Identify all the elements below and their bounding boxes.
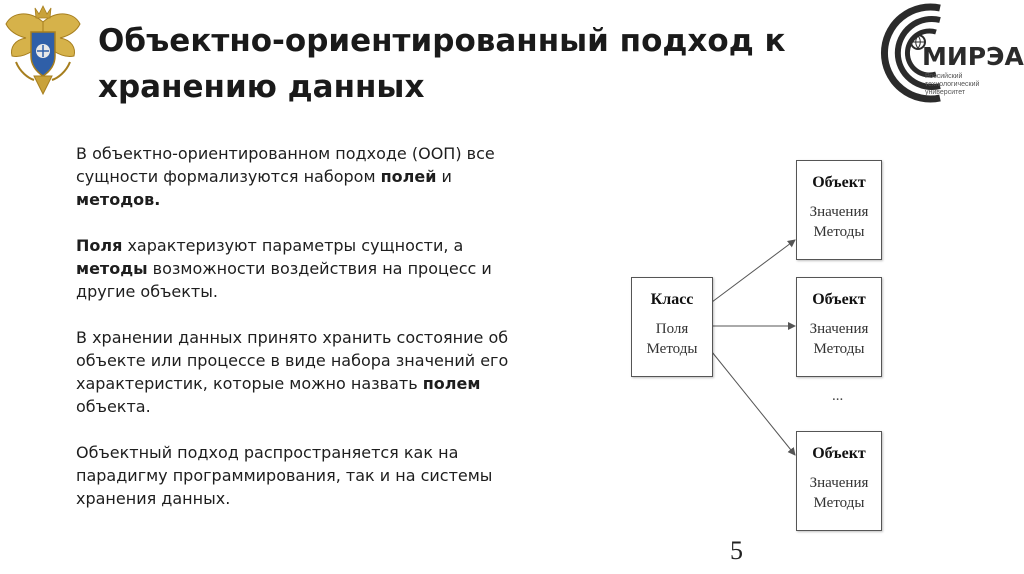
p1-text-a: В объектно-ориентированном подходе (ООП) все сущности формализуются набором [76,144,495,186]
object-box-line: Методы [813,224,865,240]
object-box-line: Методы [813,495,865,511]
class-box-line: Методы [646,341,698,357]
title-line-2: хранению данных [98,69,425,105]
class-box-line: Поля [655,321,689,337]
object-box-title: Объект [812,291,866,308]
p2-bold-fields: Поля [76,236,123,255]
p1-bold-fields: полей [380,167,437,186]
object-box-title: Объект [812,445,866,462]
object-box-line: Методы [813,341,865,357]
object-box-line: Значения [809,475,869,491]
page-number: 5 [730,536,743,565]
body-text [76,142,526,533]
class-box [631,277,713,377]
object-box [796,431,882,531]
ellipsis: ... [832,388,844,404]
p2-text-d: возможности воздействия на процесс и другие объекты. [76,259,492,301]
logo-subtitle [925,73,1005,97]
page-title [98,18,858,110]
p3-text-c: объекта. [76,397,151,416]
logo-subtitle-line: Российский [925,73,963,80]
ministry-emblem-icon [4,2,82,100]
p1-bold-methods: методов. [76,190,161,209]
p2-bold-methods: методы [76,259,148,278]
paragraph-4: Объектный подход распространяется как на парадигму программирования, так и на системы хранения данных. [76,443,493,508]
p1-text-c: и [436,167,452,186]
paragraph-3 [76,326,526,418]
object-box-title: Объект [812,174,866,191]
paragraph-2 [76,234,526,303]
logo-subtitle-line: технологический [925,81,980,88]
arrow-to-object-1 [712,240,795,302]
p3-text-a: В хранении данных принято хранить состояние об объекте или процессе в виде набора значений его характеристик, которые можно назвать [76,328,509,393]
arrow-to-object-3 [712,352,795,455]
object-box-line: Значения [809,321,869,337]
object-box [796,160,882,260]
paragraph-1 [76,142,526,211]
object-box [796,277,882,377]
p2-text-b: характеризуют параметры сущности, а [122,236,464,255]
logo-wordmark: МИРЭА [922,42,1024,71]
title-line-1: Объектно-ориентированный подход к [98,23,786,59]
p3-bold-field: полем [422,374,481,393]
logo-subtitle-line: университет [925,89,966,96]
class-box-title: Класс [650,291,694,308]
object-box-line: Значения [809,204,869,220]
